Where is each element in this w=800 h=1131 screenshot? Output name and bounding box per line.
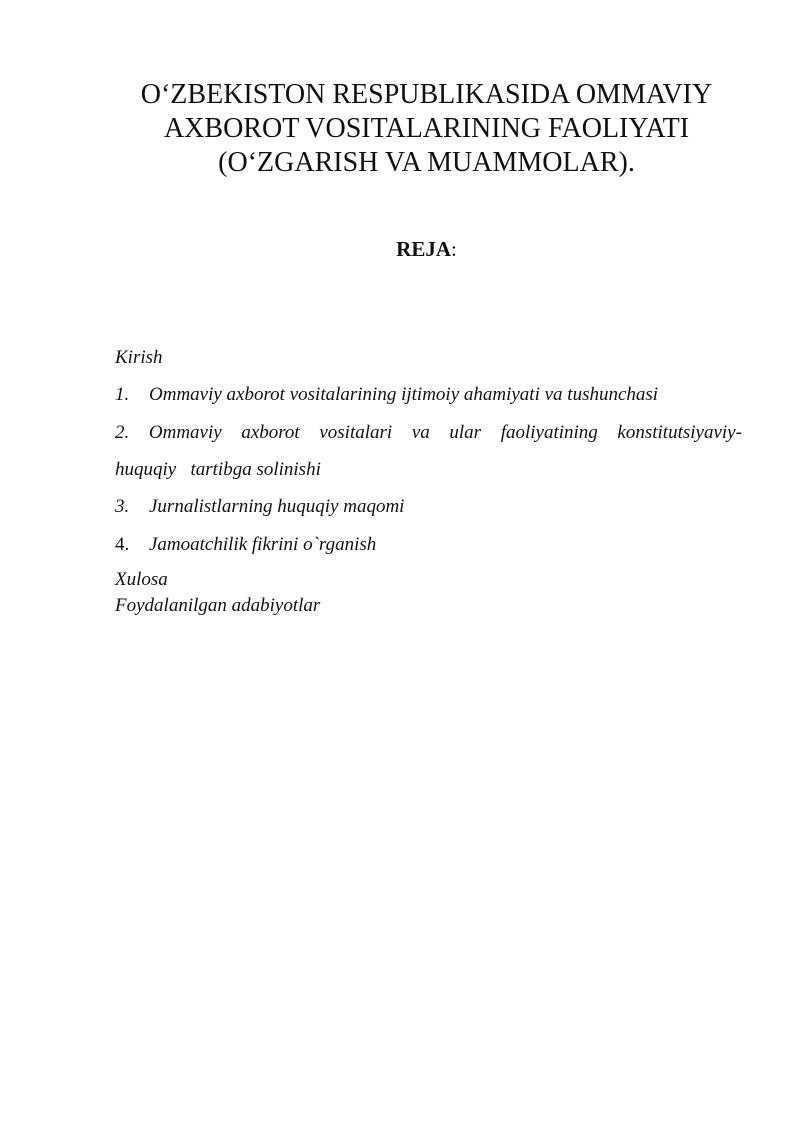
plan-heading-colon: : xyxy=(451,237,457,261)
toc-item-3 xyxy=(115,494,404,520)
title-line-3: (O‘ZGARISH VA MUAMMOLAR). xyxy=(218,147,635,178)
toc-item-1-text: Ommaviy axborot vositalarining ijtimoiy ahamiyati va tushunchasi xyxy=(149,384,659,405)
toc-item-2 xyxy=(115,420,742,446)
plan-heading-label: REJA xyxy=(396,237,451,261)
toc-intro: Kirish xyxy=(115,347,163,368)
toc-item-4-text: Jamoatchilik fikrini o`rganish xyxy=(149,534,377,555)
toc-item-2-word: axborot xyxy=(241,422,300,443)
document-title xyxy=(115,78,738,180)
title-line-2: AXBOROT VOSITALARINING FAOLIYATI xyxy=(163,113,690,144)
title-line-1: O‘ZBEKISTON RESPUBLIKASIDA OMMAVIY xyxy=(140,79,713,110)
plan-heading xyxy=(115,236,738,262)
toc-item-2-word: Ommaviy xyxy=(148,422,222,443)
toc-item-4 xyxy=(115,532,376,558)
toc-references: Foydalanilgan adabiyotlar xyxy=(115,595,321,616)
toc-conclusion: Xulosa xyxy=(115,569,168,590)
toc-item-3-number: 3. xyxy=(115,496,130,517)
toc-item-2-word: va xyxy=(411,422,430,443)
toc-item-2-number: 2. xyxy=(115,422,130,443)
toc-item-2-word: konstitutsiyaviy- xyxy=(617,422,742,443)
toc-item-3-text: Jurnalistlarning huquqiy maqomi xyxy=(149,496,405,517)
toc-item-2-word: faoliyatining xyxy=(500,422,598,443)
toc-item-4-number: 4. xyxy=(115,534,130,555)
toc-item-2-word: ular xyxy=(449,422,482,443)
toc-item-1 xyxy=(115,382,658,408)
toc-item-2-word: vositalari xyxy=(319,422,393,443)
toc-item-1-number: 1. xyxy=(115,384,130,405)
toc-item-2-continuation: huquqiy tartibga solinishi xyxy=(115,459,321,480)
